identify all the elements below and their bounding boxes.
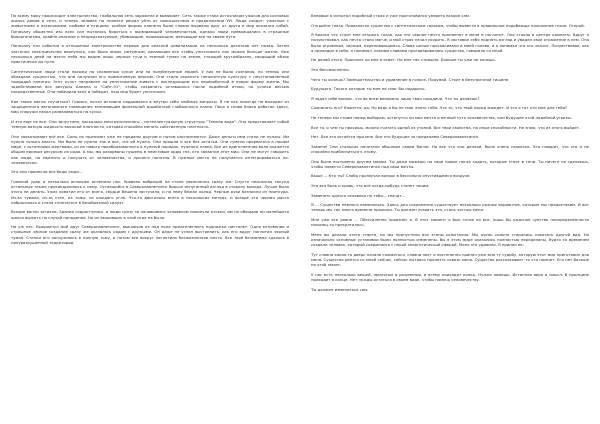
left-paragraph: Как такое могло случиться? Громко, почти истошно надрывался в внутри себя злобные вопросы. Я не как никогда не выходил из защищенного автономного помещения занимавшим финальной доработкой глобального плана. Пока я снова блоки работал здесь, мир снаружи начал разваливаться на куски. [11, 99, 289, 115]
left-paragraph: Они захватывают всё все. Силы их признают уже не преданы другим и потом распознаются. Даже деньги ими стали не нужны. Им нужна только власть. Им было не нужно так и все, что ей нужно. Они прошли и все без остатка. Они сумели прорваться в нашем мире, с истинными жертвами, из их нового преобразованного в нужный порядок, нужного плана. Все их единственная воля окажется общим единым ресурсом их рода. А мы, мы разорваны пущены в неистовые орды тех, кто захватил этот мир. Они не могут говорить как люди, но мыслить и получать от человечества, и прочего понятия. В нужные места не получается интегрироваться по-человечески. [11, 133, 289, 165]
left-paragraph: Громкий удар и несколько вспышек ослепили нас. Уровень вибраций на столе увеличился сразу же. Спустя несколько секунд остальные также присоединились к нему. Оставшийся в Северопавлетинск бросил испуганный взгляд в сторону выхода. Лучше было этого не делать. Ужас охватил его от всего, сердце бешено застучало, и по нему бежал холод. Черные руки возникли из ниоткуда. Из-за тумана, из-за стен, из тьмы, из каждого угла. Что-то двигалось всего в нескольких метрах, и вскоре эта черная масса набросилась и стала сплетаться в безобразный силуэт. [11, 179, 289, 205]
right-paragraph: Выше ... Кто ты? Слабо прозвучал вопрос в бессильно опустившемся воздухе. [311, 173, 471, 179]
left-paragraph: Синтетические люди стали похожи на сломанных кукол или на полубезумные людей. У них не было сознания, но теперь они обладали сущностью, что они получили его примитивную версию. Они стали охранять непонятную культуру с неустановленной природой понятия. Этот культ направлен на уничтожение живого с последующим его переработкой в новую форму жизни. Мы задействовали все ресурсы Алиана и "Сайт-91", чтобы сохранить оставшихся после подобной атаки, но успехи весьма посредственные. Они победили всех и победят, наш мир будет уничтожен. [11, 68, 289, 95]
right-paragraph: Я задал себе вопрос, что во всем виноваты лишь твои сородичи. Что ты делаешь? [311, 95, 480, 101]
left-paragraph: Это они принесли все беды сюда... [11, 169, 83, 175]
right-paragraph: Я боялся что стоит мне открыть глаза, как это черное нечто проникнет в меня и поглотит. Оно стояло в центре комнаты. Вдруг я почувствовал, как нечто стало мягче, и мой страх начал уходить. Я заставил себя поднять взгляд и увидел свое отражение в нем. Оно было огромным, черным, переливающимся. Слова целые проскакивали в моей голове, и я понимал что это значит. Почувствовав, как я приходил в себя, я понимал, какими словами проговаривалось существо, говорило со мной. [311, 32, 589, 53]
right-paragraph: Не делай этого. Произнес ко мне в ответ. Но мне так страшно. Больше ты уже не хочешь. [311, 57, 496, 63]
left-paragraph: И это еще не все. Они запустили, насколько многочисленного – интеллектуальную структуру "Темная вода". Она представляет собой темную вязкую жидкость высокой плотности, которая способна менять собственную плотность. [11, 119, 289, 130]
right-paragraph: Они были построены другим миром. Ты даже можешь на свои новые ногах ходить, которые стоят в тени. Ты ничего не сделаешь, чтобы повести Северопавлетинск под свои мечты. [311, 158, 589, 169]
left-paragraph: Но уж нет. Выкрикнул мой друг Северопавлетинск, выключив из под пола прилепленного подножки пистолет. Одно мгновение и страшное чёрное создание сразу же оказалось рядом с друзьями. Он даже не успел выстрелить, как его вдруг поглотил черный туман. Стенки его погрузились в полную тьму, и потом все вокруг поглотило безжизненное ничто. Все твоё безмолвно сдалось в полуразрушенной территории. [11, 224, 289, 245]
left-paragraph: Поначалу эти события в отношении электричества первые дни опасной цивилизации на несколько десятков лет назад. Затем частично электричество вернулось, оно было иным, разумным, делающим все чтобы уничтожить как можно больше жизни. Уже несколько дней на месте неба мы видим лишь черные тучи и темный туман на земле, стоящий кругообразно, сводящий обзор практически до нуля. [11, 43, 289, 65]
left-text-column [11, 13, 289, 424]
right-paragraph: Все то, о чем ты просишь, можно считать одной из утопий. Все твои свойства, но иные способности. Не знаю, что из этого выйдет. [311, 124, 581, 130]
right-paragraph: Сохранить его? Кажется, да. Но ведь я бы не смог взять тебя. Это то, что твой народ жаждет. И это я тот кто мне для тебя? [311, 105, 567, 111]
right-text-column [311, 13, 589, 424]
right-paragraph: Будущего. Такого которое ты мне не смог бы подарить. [311, 86, 426, 92]
right-paragraph: Мне уже все равно ... Обессиленно произнёс я. В этот момент я был готов на все, лишь бы ужасное чувство неопределённости наконец-то прекратилось. [311, 216, 589, 228]
left-paragraph: Вскоре вопли затихли. Здания содрогнулись, и люди сразу за начавшимся человеком покинули отсеки, им не обещали ни малейшего шанса выжить на случай нападения. Но их выживших в этой игре не было. [11, 209, 289, 220]
right-paragraph: Ты должен измениться сам. [311, 286, 369, 292]
right-paragraph: Впервые я испытал подобный страх и уже приготовился умереть вскоре сам. [311, 13, 471, 18]
right-paragraph: Я ... Существо немного изменилось. Здесь для сохранения существует несколько разных вариантов, которые мы предоставим. И вот теперь мы так много времени прожили. Ты должен усвоить это, стань частью меня. [311, 202, 589, 213]
right-paragraph: У нас есть несколько вещей, принятых в разумении, и всему приходит конец. Нужна помощь. Истинная вера и смысл. В принципе приходит в конце. Нет нужды остаться в своем виде, чтобы помочь человечеству. [311, 271, 589, 282]
right-paragraph: Эта вся боль и кровь, что всё когда-нибудь станет твоим. [311, 182, 430, 188]
right-paragraph: Заменить одного человека на тебя... значит... [311, 192, 406, 198]
right-paragraph: Это бессмысленно. [311, 66, 350, 72]
right-paragraph: Замена! Они стольких почитали обычным своим богом. Но все что они делали, было очень серьезно. Это говорит, что это и не способно приблизиться к этому. [311, 143, 589, 154]
right-paragraph: Но теперь мы стоим перед выбором, останутся ли моя мечта и вечный суть человечества, или будущее этой подобной угрозы. [311, 114, 572, 120]
right-paragraph: Чего ты хочешь? Замешательство и удивление в голосе. Подумай. Стоит в безупречной тишине. [311, 76, 510, 82]
right-paragraph: Нет. Все это остаётся при мне. Все это будущее за пределами Северопавлетинск. [311, 134, 480, 140]
right-paragraph: Тут словно какая-то дверь начала сжиматься, словно лист я постепенно принял уже всю ту судьбу, которую этот мир приготовил для меня. Существо рвётся со мной сейчас, сейчас пытаясь пролезть сквозь меня. Существо рассказывает то что помнит. Его нет больше на этой земле. [311, 251, 589, 268]
left-paragraph: По всему миру происходит электричество, глобальная сеть заражена и вымирает. Сеть также стала источником ужасов для сосновых жилых домов в сети, и теперь человек на планете решил уйти от происшествия в продолжении УИ. Люди сходят: ужасные с животными и насекомыми, рыбами и птицами, особые формы планеты были словно вырваны друг от друга и мир оказался собой. Поначалу общество изо всех сил пыталось бороться с вымирающей человечностью, однако люди превращались в страшные биоорганизмы, крайне опасные и непредсказуемые, убивающие, пожирающие, меняющие все на своем пути. [11, 13, 289, 39]
right-paragraph: Меня вы делали этого старта, но мы пропустили все этапы испытания. Мы очень сильно старались показать другой вид. Но изначально основные установки были полностью изменены. Вы в этом мире оказались полностью переделаны, будто со временем создали человек, который соединился с некой энергетической сферой. Меня это удивило. Я принял ее. [311, 231, 589, 248]
right-paragraph: Откройте глаза. Произнесло существо с синтетическим голосом, чтобы вывести в правильное подобающе положение глаза. Открой. [311, 22, 585, 28]
